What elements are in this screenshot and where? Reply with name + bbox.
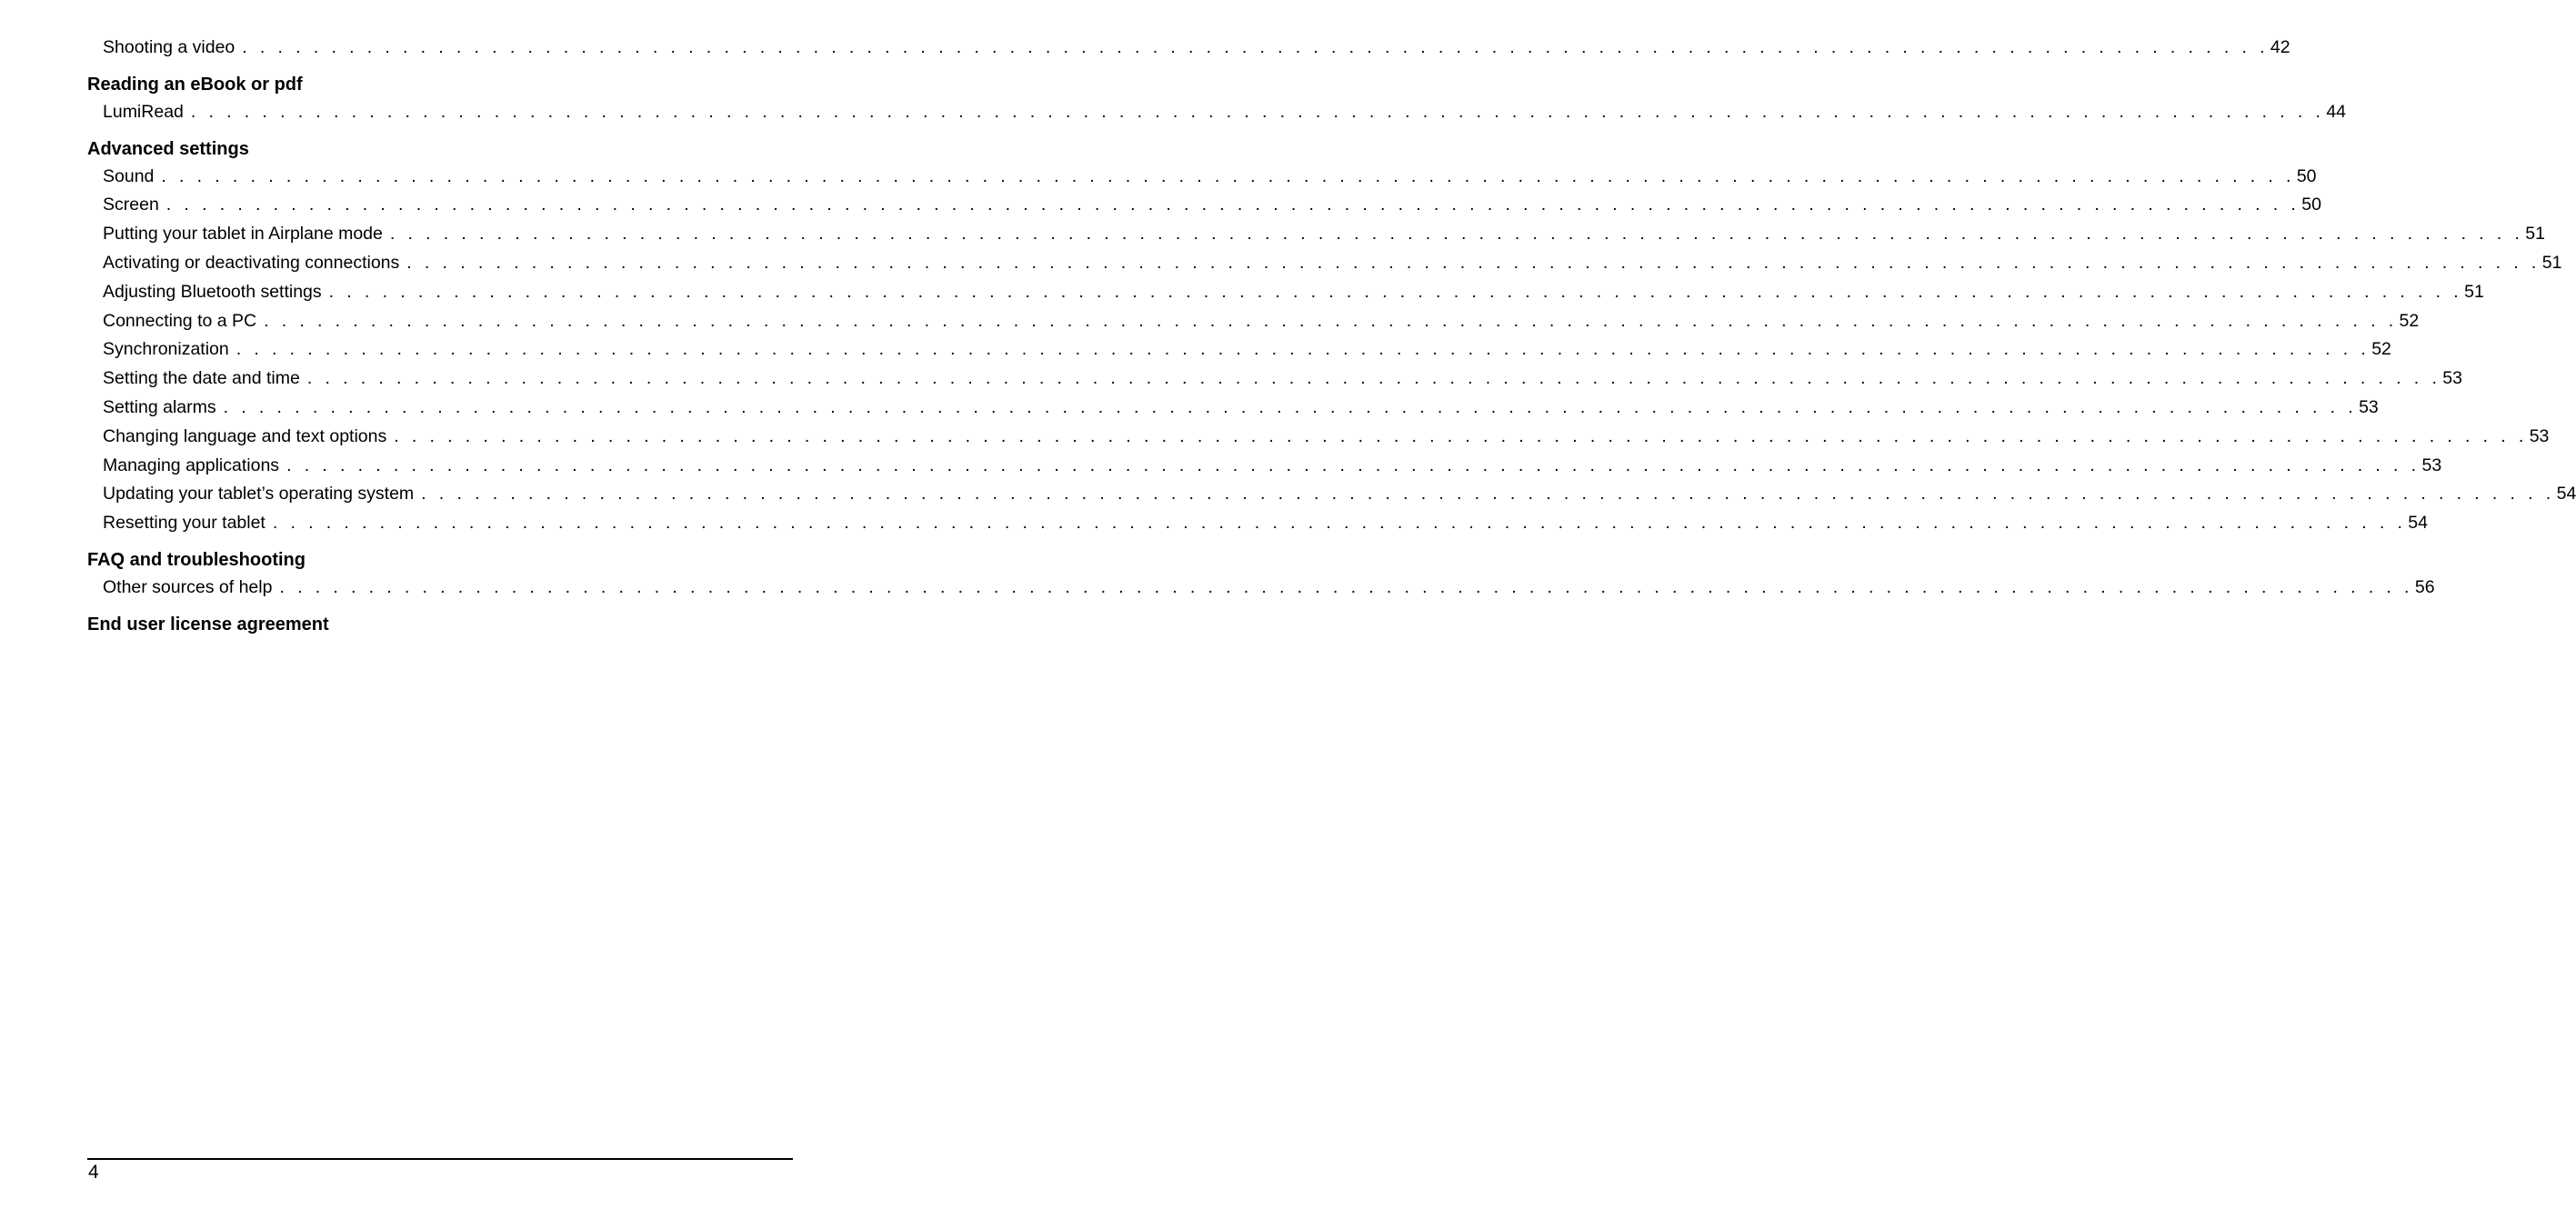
toc-entry-page: 52 <box>2399 310 2420 331</box>
toc-entry-title: Updating your tablet’s operating system <box>103 484 415 505</box>
toc-entry-page: 50 <box>2301 195 2321 215</box>
dot-leader: . . . . . . . . . . . . . . . . . . . . . . . . . . . . . . . . . . . . . . . . . . . . . . . . . . . . . . . . . . . . . . . . . . . . . . . . . . . . . . . . . . . . . . . . . . . . . . . . . . . . . . . . . . . . . . . . . . . . . . . . <box>165 195 2300 215</box>
toc-entry[interactable] <box>87 307 2420 336</box>
toc-entry-title: Other sources of help <box>103 576 273 597</box>
toc-entry-title: LumiRead <box>103 101 184 122</box>
footer-rule <box>87 1158 793 1160</box>
toc-entry-title: Setting alarms <box>103 396 216 417</box>
dot-leader: . . . . . . . . . . . . . . . . . . . . . . . . . . . . . . . . . . . . . . . . . . . . . . . . . . . . . . . . . . . . . . . . . . . . . . . . . . . . . . . . . . . . . . . . . . . . . . . . . . . . . . . . . . . . . . . . . . . . . . . . <box>236 339 2371 360</box>
toc-entry-title: Connecting to a PC <box>103 310 257 331</box>
toc-entry-page: 53 <box>2421 455 2442 475</box>
toc-entry[interactable] <box>87 452 2442 481</box>
toc-entry-title: Adjusting Bluetooth settings <box>103 281 322 302</box>
dot-leader: . . . . . . . . . . . . . . . . . . . . . . . . . . . . . . . . . . . . . . . . . . . . . . . . . . . . . . . . . . . . . . . . . . . . . . . . . . . . . . . . . . . . . . . . . . . . . . . . . . . . . . . . . . . . . . . . . . . . . . . . <box>328 281 2463 302</box>
toc-entry[interactable] <box>87 34 2290 63</box>
toc-section-heading[interactable]: Advanced settings <box>87 138 249 159</box>
toc-entry-page: 42 <box>2270 37 2290 57</box>
toc-entry[interactable] <box>87 365 2462 394</box>
toc-entry-page: 54 <box>2556 484 2576 505</box>
toc-entry-title: Synchronization <box>103 339 229 360</box>
dot-leader: . . . . . . . . . . . . . . . . . . . . . . . . . . . . . . . . . . . . . . . . . . . . . . . . . . . . . . . . . . . . . . . . . . . . . . . . . . . . . . . . . . . . . . . . . . . . . . . . . . . . . . . . . . . . . . . . . . . . . . . . <box>223 396 2358 417</box>
toc-entry[interactable] <box>87 509 2428 538</box>
toc-leading-entries <box>87 34 2290 63</box>
toc-section-heading[interactable]: FAQ and troubleshooting <box>87 549 306 570</box>
toc-entry[interactable] <box>87 163 2317 192</box>
toc-entry-page: 51 <box>2464 281 2484 302</box>
toc-section <box>87 546 2435 603</box>
dot-leader: . . . . . . . . . . . . . . . . . . . . . . . . . . . . . . . . . . . . . . . . . . . . . . . . . . . . . . . . . . . . . . . . . . . . . . . . . . . . . . . . . . . . . . . . . . . . . . . . . . . . . . . . . . . . . . . . . . . . . . . . <box>286 455 2421 475</box>
toc-section-heading[interactable]: Reading an eBook or pdf <box>87 74 303 95</box>
toc-entry-page: 53 <box>2442 368 2462 389</box>
toc-entry-page: 53 <box>2359 396 2379 417</box>
dot-leader: . . . . . . . . . . . . . . . . . . . . . . . . . . . . . . . . . . . . . . . . . . . . . . . . . . . . . . . . . . . . . . . . . . . . . . . . . . . . . . . . . . . . . . . . . . . . . . . . . . . . . . . . . . . . . . . . . . . . . . . . <box>306 368 2441 389</box>
toc-entry-page: 50 <box>2296 165 2317 186</box>
page-number: 4 <box>88 1162 99 1183</box>
toc-entry-title: Managing applications <box>103 455 280 475</box>
toc-entry-title: Activating or deactivating connections <box>103 252 400 273</box>
dot-leader: . . . . . . . . . . . . . . . . . . . . . . . . . . . . . . . . . . . . . . . . . . . . . . . . . . . . . . . . . . . . . . . . . . . . . . . . . . . . . . . . . . . . . . . . . . . . . . . . . . . . . . . . . . . . . . . . . . . . . . . . <box>394 425 2528 446</box>
toc-section <box>87 71 2347 127</box>
toc-entry[interactable] <box>87 191 2321 220</box>
toc-entry[interactable] <box>87 220 2545 249</box>
toc-entry-title: Resetting your tablet <box>103 513 266 534</box>
toc-entry[interactable] <box>87 249 2562 278</box>
toc-entry[interactable] <box>87 394 2379 423</box>
dot-leader: . . . . . . . . . . . . . . . . . . . . . . . . . . . . . . . . . . . . . . . . . . . . . . . . . . . . . . . . . . . . . . . . . . . . . . . . . . . . . . . . . . . . . . . . . . . . . . . . . . . . . . . . . . . . . . . . . . . . . . . . <box>161 165 2295 186</box>
toc-entry-title: Changing language and text options <box>103 425 387 446</box>
toc-entry[interactable] <box>87 574 2435 603</box>
toc-entry[interactable] <box>87 98 2347 127</box>
toc-section-heading[interactable]: End user license agreement <box>87 614 329 634</box>
toc-entry[interactable] <box>87 480 2576 509</box>
dot-leader: . . . . . . . . . . . . . . . . . . . . . . . . . . . . . . . . . . . . . . . . . . . . . . . . . . . . . . . . . . . . . . . . . . . . . . . . . . . . . . . . . . . . . . . . . . . . . . . . . . . . . . . . . . . . . . . . . . . . . . . . <box>389 224 2524 245</box>
toc-entry-title: Screen <box>103 195 159 215</box>
dot-leader: . . . . . . . . . . . . . . . . . . . . . . . . . . . . . . . . . . . . . . . . . . . . . . . . . . . . . . . . . . . . . . . . . . . . . . . . . . . . . . . . . . . . . . . . . . . . . . . . . . . . . . . . . . . . . . . . . . . . . . . . <box>272 513 2407 534</box>
toc-entry-title: Sound <box>103 165 155 186</box>
toc-entry-page: 56 <box>2414 576 2435 597</box>
dot-leader: . . . . . . . . . . . . . . . . . . . . . . . . . . . . . . . . . . . . . . . . . . . . . . . . . . . . . . . . . . . . . . . . . . . . . . . . . . . . . . . . . . . . . . . . . . . . . . . . . . . . . . . . . . . . . . . . . . . . . . . . <box>421 484 2555 505</box>
dot-leader: . . . . . . . . . . . . . . . . . . . . . . . . . . . . . . . . . . . . . . . . . . . . . . . . . . . . . . . . . . . . . . . . . . . . . . . . . . . . . . . . . . . . . . . . . . . . . . . . . . . . . . . . . . . . . . . . . . <box>242 37 2269 57</box>
dot-leader: . . . . . . . . . . . . . . . . . . . . . . . . . . . . . . . . . . . . . . . . . . . . . . . . . . . . . . . . . . . . . . . . . . . . . . . . . . . . . . . . . . . . . . . . . . . . . . . . . . . . . . . . . . . . . . . . . . . . . . . . <box>264 310 2398 331</box>
toc-section <box>87 135 2576 538</box>
toc-section <box>87 611 761 638</box>
toc-entry-page: 53 <box>2529 425 2550 446</box>
toc-entry[interactable] <box>87 423 2550 452</box>
dot-leader: . . . . . . . . . . . . . . . . . . . . . . . . . . . . . . . . . . . . . . . . . . . . . . . . . . . . . . . . . . . . . . . . . . . . . . . . . . . . . . . . . . . . . . . . . . . . . . . . . . . . . . . . . . . . . . . . . . . . . . . . <box>406 252 2541 273</box>
toc-entry-title: Setting the date and time <box>103 368 300 389</box>
dot-leader: . . . . . . . . . . . . . . . . . . . . . . . . . . . . . . . . . . . . . . . . . . . . . . . . . . . . . . . . . . . . . . . . . . . . . . . . . . . . . . . . . . . . . . . . . . . . . . . . . . . . . . . . . . . . . . . . . . . . . . . . <box>279 576 2413 597</box>
toc-entry[interactable] <box>87 278 2484 307</box>
toc-entry-page: 44 <box>2326 101 2347 122</box>
toc-entry[interactable] <box>87 335 2391 365</box>
dot-leader: . . . . . . . . . . . . . . . . . . . . . . . . . . . . . . . . . . . . . . . . . . . . . . . . . . . . . . . . . . . . . . . . . . . . . . . . . . . . . . . . . . . . . . . . . . . . . . . . . . . . . . . . . . . . . . . . . . . . . . . . <box>190 101 2325 122</box>
toc-entry-page: 51 <box>2541 252 2562 273</box>
toc-entry-title: Putting your tablet in Airplane mode <box>103 224 383 245</box>
toc-entry-page: 52 <box>2371 339 2391 360</box>
table-of-contents <box>87 34 2576 638</box>
toc-entry-page: 54 <box>2408 513 2428 534</box>
toc-entry-page: 51 <box>2525 224 2545 245</box>
toc-entry-title: Shooting a video <box>103 37 236 57</box>
